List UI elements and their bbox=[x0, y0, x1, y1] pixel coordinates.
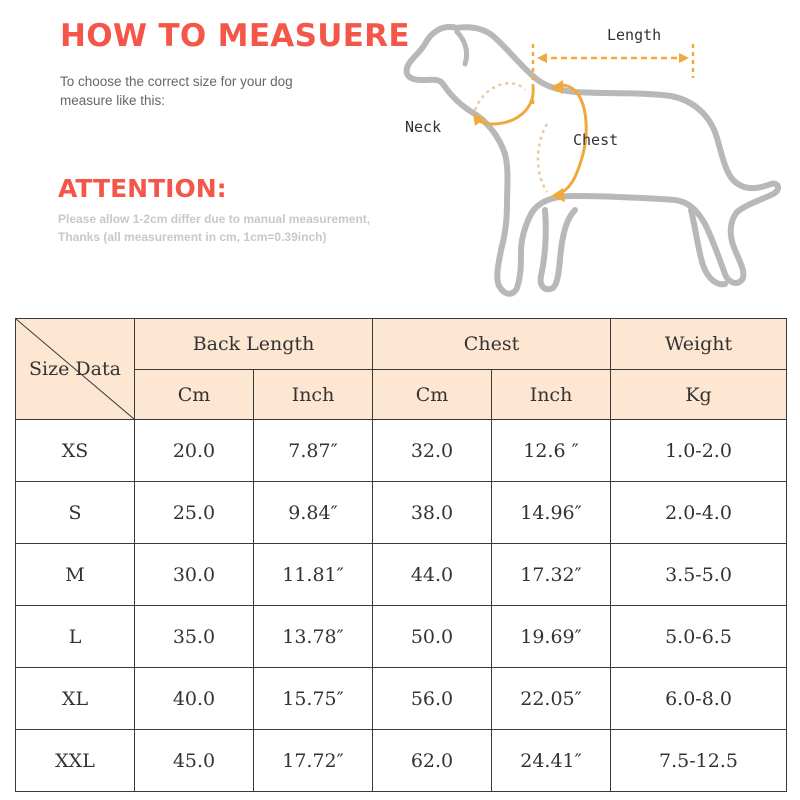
size-chart-table bbox=[15, 318, 787, 792]
table-row bbox=[16, 668, 787, 730]
corner-cell bbox=[16, 319, 135, 420]
size-cell: XL bbox=[16, 668, 135, 730]
length-arrow-right-head bbox=[679, 53, 689, 63]
header-back-length: Back Length bbox=[135, 319, 373, 370]
back-length-inch-cell: 9.84″ bbox=[254, 482, 373, 544]
back-length-inch-cell: 15.75″ bbox=[254, 668, 373, 730]
weight-kg-cell: 6.0-8.0 bbox=[611, 668, 787, 730]
unit-back-length-cm: Cm bbox=[135, 370, 254, 420]
back-length-inch-cell: 7.87″ bbox=[254, 420, 373, 482]
instructions bbox=[60, 72, 293, 110]
unit-chest-cm: Cm bbox=[373, 370, 492, 420]
chest-inch-cell: 12.6 ″ bbox=[492, 420, 611, 482]
dog-measurement-diagram bbox=[395, 14, 790, 314]
unit-back-length-inch: Inch bbox=[254, 370, 373, 420]
corner-label: Size Data bbox=[29, 358, 121, 380]
size-cell: XS bbox=[16, 420, 135, 482]
table-row bbox=[16, 420, 787, 482]
header-weight: Weight bbox=[611, 319, 787, 370]
length-arrow-left-head bbox=[537, 53, 547, 63]
chest-cm-cell: 38.0 bbox=[373, 482, 492, 544]
back-length-inch-cell: 13.78″ bbox=[254, 606, 373, 668]
weight-kg-cell: 1.0-2.0 bbox=[611, 420, 787, 482]
table-row bbox=[16, 544, 787, 606]
unit-chest-inch: Inch bbox=[492, 370, 611, 420]
dog-front-leg bbox=[541, 210, 575, 289]
chest-inch-cell: 17.32″ bbox=[492, 544, 611, 606]
size-cell: M bbox=[16, 544, 135, 606]
header-chest: Chest bbox=[373, 319, 611, 370]
back-length-cm-cell: 25.0 bbox=[135, 482, 254, 544]
back-length-inch-cell: 17.72″ bbox=[254, 730, 373, 792]
unit-weight-kg: Kg bbox=[611, 370, 787, 420]
dog-outline bbox=[407, 27, 778, 294]
chest-inch-cell: 19.69″ bbox=[492, 606, 611, 668]
size-cell: L bbox=[16, 606, 135, 668]
back-length-cm-cell: 45.0 bbox=[135, 730, 254, 792]
back-length-cm-cell: 40.0 bbox=[135, 668, 254, 730]
note-line-1: Please allow 1-2cm differ due to manual measurement, bbox=[58, 212, 371, 226]
chest-cm-cell: 44.0 bbox=[373, 544, 492, 606]
back-length-cm-cell: 30.0 bbox=[135, 544, 254, 606]
length-label: Length bbox=[607, 26, 662, 44]
chest-label: Chest bbox=[573, 131, 619, 149]
chest-dashed-loop bbox=[538, 124, 547, 192]
size-cell: XXL bbox=[16, 730, 135, 792]
instructions-line-1: To choose the correct size for your dog bbox=[60, 74, 293, 89]
back-length-cm-cell: 35.0 bbox=[135, 606, 254, 668]
back-length-cm-cell: 20.0 bbox=[135, 420, 254, 482]
note-line-2: Thanks (all measurement in cm, 1cm=0.39inch) bbox=[58, 230, 327, 244]
instructions-line-2: measure like this: bbox=[60, 93, 166, 108]
attention-heading: ATTENTION: bbox=[58, 174, 227, 203]
size-cell: S bbox=[16, 482, 135, 544]
weight-kg-cell: 7.5-12.5 bbox=[611, 730, 787, 792]
back-length-inch-cell: 11.81″ bbox=[254, 544, 373, 606]
neck-label: Neck bbox=[405, 118, 442, 136]
dog-ear bbox=[457, 32, 467, 64]
chest-cm-cell: 50.0 bbox=[373, 606, 492, 668]
dog-hind-leg bbox=[691, 210, 725, 284]
table-header-row-groups bbox=[16, 319, 787, 370]
weight-kg-cell: 5.0-6.5 bbox=[611, 606, 787, 668]
neck-dashed-loop bbox=[475, 83, 525, 110]
weight-kg-cell: 2.0-4.0 bbox=[611, 482, 787, 544]
attention-note bbox=[58, 210, 370, 246]
chest-cm-cell: 62.0 bbox=[373, 730, 492, 792]
chest-cm-cell: 32.0 bbox=[373, 420, 492, 482]
chest-cm-cell: 56.0 bbox=[373, 668, 492, 730]
table-row bbox=[16, 730, 787, 792]
page-title: HOW TO MEASUERE bbox=[60, 18, 410, 54]
table-row bbox=[16, 606, 787, 668]
weight-kg-cell: 3.5-5.0 bbox=[611, 544, 787, 606]
chest-inch-cell: 22.05″ bbox=[492, 668, 611, 730]
table-body bbox=[16, 420, 787, 792]
chest-inch-cell: 24.41″ bbox=[492, 730, 611, 792]
table-row bbox=[16, 482, 787, 544]
chest-inch-cell: 14.96″ bbox=[492, 482, 611, 544]
